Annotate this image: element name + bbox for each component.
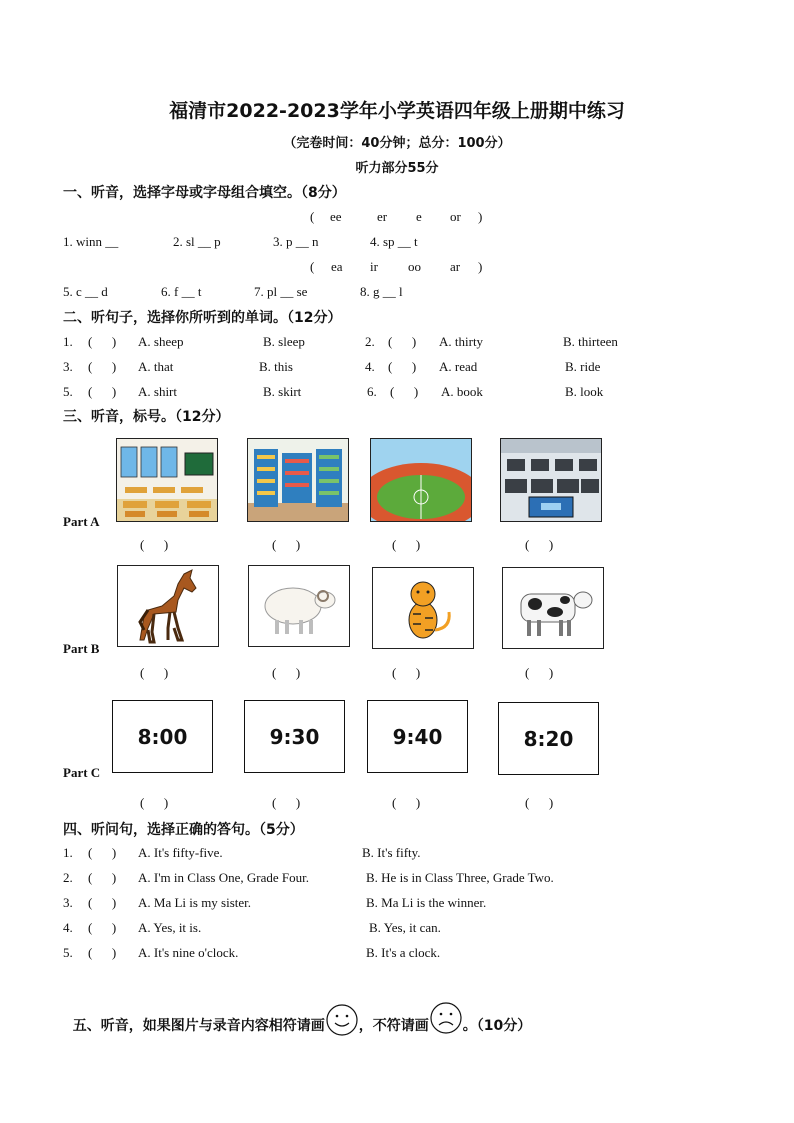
sad-face-icon	[429, 1017, 463, 1035]
classroom-icon	[116, 438, 218, 522]
blank-item[interactable]: 5. c __ d	[63, 284, 108, 299]
playground-icon	[370, 438, 472, 522]
part-c-label: Part C	[63, 765, 101, 780]
option-a: A. that	[138, 359, 174, 374]
part-b-label: Part B	[63, 641, 100, 656]
option-b: B. ride	[565, 359, 601, 374]
answer-blank[interactable]: ( )	[525, 665, 554, 680]
blank-item[interactable]: 4. sp __ t	[370, 234, 418, 249]
option-a: A. Yes, it is.	[138, 920, 202, 935]
answer-blank[interactable]: ( )	[88, 359, 117, 374]
answer-blank[interactable]: ( )	[525, 537, 554, 552]
section2-heading: 二、听句子，选择你所听到的单词。（12分）	[63, 310, 342, 326]
option-b: B. look	[565, 384, 604, 399]
blank-item[interactable]: 6. f __ t	[161, 284, 202, 299]
blank-item[interactable]: 1. winn __	[63, 234, 119, 249]
answer-blank[interactable]: ( )	[88, 384, 117, 399]
option-b: B. skirt	[263, 384, 302, 399]
answer-blank[interactable]: ( )	[272, 537, 301, 552]
library-icon	[247, 438, 349, 522]
cow-icon	[502, 567, 604, 649]
option-b: B. sleep	[263, 334, 305, 349]
listening-label: 听力部分55分	[355, 161, 439, 176]
page-title: 福清市2022-2023学年小学英语四年级上册期中练习	[169, 100, 625, 122]
blank-item[interactable]: 7. pl __ se	[254, 284, 308, 299]
section3-heading: 三、听音，标号。（12分）	[63, 409, 230, 425]
answer-blank[interactable]: ( )	[88, 870, 117, 885]
answer-blank[interactable]: ( )	[390, 384, 419, 399]
sheep-icon	[248, 565, 350, 647]
option-a: A. It's nine o'clock.	[138, 945, 239, 960]
answer-blank[interactable]: ( )	[88, 334, 117, 349]
blank-item[interactable]: 8. g __ l	[360, 284, 403, 299]
part-a-label: Part A	[63, 514, 100, 529]
time-box: 9:40	[367, 700, 468, 773]
answer-blank[interactable]: ( )	[140, 537, 169, 552]
blank-item[interactable]: 2. sl __ p	[173, 234, 221, 249]
option-b: B. He is in Class Three, Grade Two.	[366, 870, 554, 885]
answer-blank[interactable]: ( )	[88, 845, 117, 860]
section5-heading: 五、听音，如果图片与录音内容相符请画 ，不符请画 。（10分）	[63, 999, 531, 1035]
answer-blank[interactable]: ( )	[88, 895, 117, 910]
option-b: B. Yes, it can.	[369, 920, 441, 935]
option-a: A. sheep	[138, 334, 184, 349]
option-a: A. It's fifty-five.	[138, 845, 223, 860]
option-b: B. It's a clock.	[366, 945, 441, 960]
exam-info: （完卷时间：40分钟；总分：100分）	[283, 136, 511, 151]
option-b: B. It's fifty.	[362, 845, 421, 860]
answer-blank[interactable]: ( )	[392, 537, 421, 552]
answer-blank[interactable]: ( )	[272, 795, 301, 810]
tiger-icon	[372, 567, 474, 649]
time-box: 8:20	[498, 702, 599, 775]
section1-heading: 一、听音，选择字母或字母组合填空。（8分）	[63, 185, 346, 201]
answer-blank[interactable]: ( )	[392, 665, 421, 680]
answer-blank[interactable]: ( )	[140, 795, 169, 810]
horse-icon	[117, 565, 219, 647]
option-a: A. read	[439, 359, 478, 374]
answer-blank[interactable]: ( )	[88, 920, 117, 935]
option-a: A. book	[441, 384, 483, 399]
answer-blank[interactable]: ( )	[88, 945, 117, 960]
option-b: B. Ma Li is the winner.	[366, 895, 487, 910]
option-a: A. I'm in Class One, Grade Four.	[138, 870, 309, 885]
answer-blank[interactable]: ( )	[525, 795, 554, 810]
option-a: A. Ma Li is my sister.	[138, 895, 252, 910]
time-box: 8:00	[112, 700, 213, 773]
answer-blank[interactable]: ( )	[388, 334, 417, 349]
option-a: A. shirt	[138, 384, 177, 399]
answer-blank[interactable]: ( )	[392, 795, 421, 810]
smiley-face-icon	[325, 1017, 359, 1035]
computer-room-icon	[500, 438, 602, 522]
answer-blank[interactable]: ( )	[140, 665, 169, 680]
time-box: 9:30	[244, 700, 345, 773]
blank-item[interactable]: 3. p __ n	[273, 234, 319, 249]
answer-blank[interactable]: ( )	[388, 359, 417, 374]
section4-heading: 四、听问句，选择正确的答句。（5分）	[63, 822, 304, 838]
answer-blank[interactable]: ( )	[272, 665, 301, 680]
option-b: B. this	[259, 359, 293, 374]
option-b: B. thirteen	[563, 334, 618, 349]
option-a: A. thirty	[439, 334, 484, 349]
